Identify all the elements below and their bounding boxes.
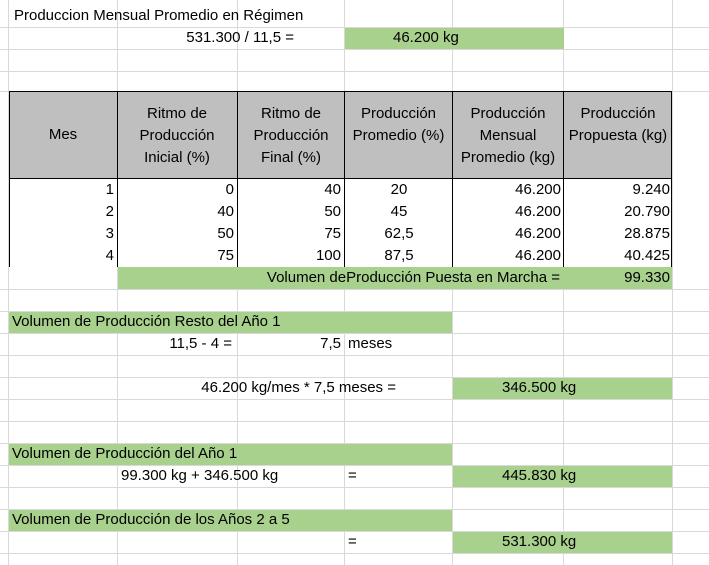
header-mes: Mes — [48, 126, 78, 143]
cell-ritmo-final: 40 — [324, 181, 341, 198]
cell-ritmo-inicial: 40 — [217, 203, 234, 220]
cell-produccion-mensual: 46.200 — [515, 225, 561, 242]
anios25-eq: = — [348, 533, 357, 550]
anio1-title: Volumen de Producción del Año 1 — [12, 445, 238, 462]
top-result: 46.200 kg — [393, 29, 459, 46]
header-produccion-propuesta: Producción Propuesta (kg) — [568, 105, 668, 144]
cell-mes: 4 — [105, 247, 114, 264]
cell-produccion-promedio: 20 — [390, 181, 408, 198]
resto-calc-left: 11,5 - 4 = — [169, 335, 232, 352]
cell-produccion-mensual: 46.200 — [515, 247, 561, 264]
anio1-result: 445.830 kg — [502, 467, 577, 484]
cell-mes: 1 — [105, 181, 114, 198]
anios25-title: Volumen de Producción de los Años 2 a 5 — [12, 511, 290, 528]
cell-ritmo-final: 100 — [315, 247, 341, 264]
header-ritmo-inicial: Ritmo de Producción Inicial (%) — [139, 105, 215, 166]
resto-calc-unit: meses — [348, 335, 393, 352]
resto-result: 346.500 kg — [502, 379, 577, 396]
header-ritmo-final: Ritmo de Producción Final (%) — [253, 105, 329, 166]
anios25-result: 531.300 kg — [502, 533, 577, 550]
cell-ritmo-final: 75 — [324, 225, 341, 242]
cell-ritmo-inicial: 75 — [217, 247, 234, 264]
cell-produccion-propuesta: 28.875 — [624, 225, 670, 242]
cell-mes: 2 — [105, 203, 114, 220]
cell-produccion-mensual: 46.200 — [515, 203, 561, 220]
resto-title: Volumen de Producción Resto del Año 1 — [12, 313, 281, 330]
header-produccion-mensual: Producción Mensual Promedio (kg) — [460, 105, 556, 166]
cell-produccion-propuesta: 20.790 — [624, 203, 670, 220]
resto-calc-value: 7,5 — [320, 335, 341, 352]
total-label: Volumen deProducción Puesta en Marcha = — [266, 269, 560, 286]
header-produccion-promedio: Producción Promedio (%) — [352, 105, 445, 144]
resto-line2: 46.200 kg/mes * 7,5 meses = — [201, 379, 396, 396]
cell-ritmo-inicial: 0 — [225, 181, 234, 198]
cell-produccion-propuesta: 9.240 — [632, 181, 670, 198]
cell-produccion-promedio: 62,5 — [384, 225, 414, 242]
anio1-eq: = — [348, 467, 357, 484]
anio1-calc: 99.300 kg + 346.500 kg — [121, 467, 279, 484]
top-title: Produccion Mensual Promedio en Régimen — [14, 7, 304, 24]
top-formula: 531.300 / 11,5 = — [186, 29, 294, 46]
cell-ritmo-inicial: 50 — [217, 225, 234, 242]
cell-produccion-mensual: 46.200 — [515, 181, 561, 198]
cell-produccion-promedio: 45 — [390, 203, 408, 220]
cell-produccion-propuesta: 40.425 — [624, 247, 670, 264]
total-value: 99.330 — [624, 269, 670, 286]
cell-produccion-promedio: 87,5 — [384, 247, 414, 264]
cell-ritmo-final: 50 — [324, 203, 341, 220]
cell-mes: 3 — [105, 225, 114, 242]
